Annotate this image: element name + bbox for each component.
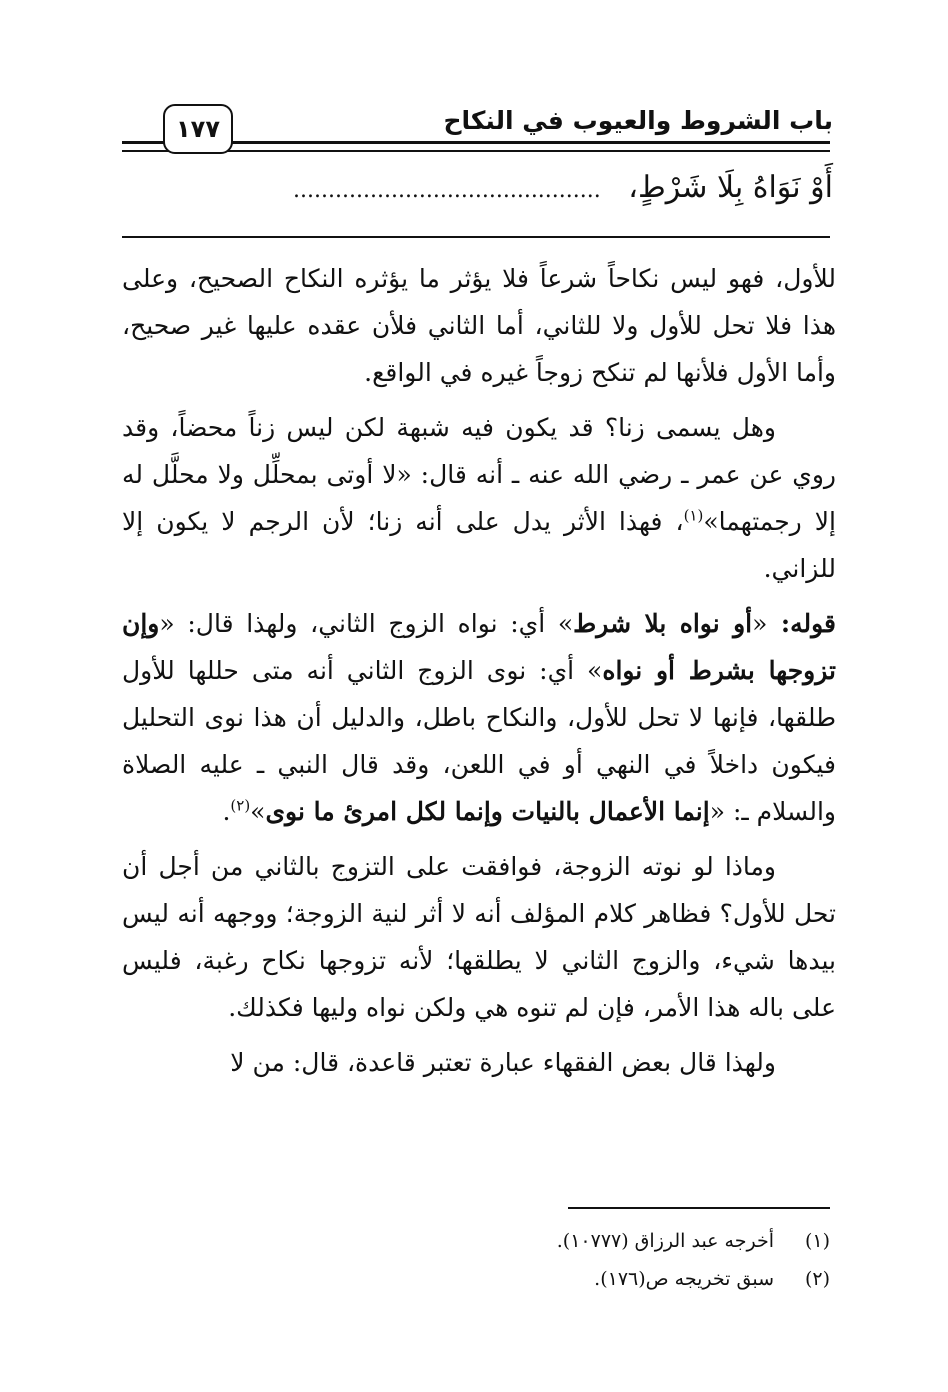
footnote	[122, 1222, 830, 1260]
footnote	[122, 1260, 830, 1298]
matn-line	[293, 170, 833, 205]
paragraph-text: «	[752, 609, 768, 638]
footnote-ref: (١)	[683, 506, 704, 525]
paragraph-text: »	[250, 797, 266, 826]
matn-text: أَوْ نَوَاهُ بِلَا شَرْطٍ،	[628, 170, 833, 205]
footnote-number: (١)	[804, 1230, 830, 1252]
paragraph	[122, 843, 836, 1031]
paragraph	[122, 404, 836, 592]
chapter-title: باب الشروط والعيوب في النكاح	[443, 106, 833, 135]
paragraph	[122, 255, 836, 396]
footnote-text: سبق تخريجه ص(١٧٦).	[594, 1268, 774, 1290]
paragraph-text: .	[222, 797, 231, 826]
commentary-body	[122, 255, 836, 1094]
paragraph	[122, 600, 836, 835]
bold-quote: إنما الأعمال بالنيات وإنما لكل امرئ ما نوى	[265, 797, 710, 826]
footnote-ref: (٢)	[230, 796, 251, 815]
footnote-text: أخرجه عبد الرزاق (١٠٧٧٧).	[556, 1230, 774, 1252]
paragraph	[122, 1039, 836, 1086]
bold-quote: أو نواه بلا شرط	[573, 609, 753, 638]
bold-quote: قوله:	[767, 609, 836, 638]
page-number: ١٧٧	[163, 104, 233, 154]
footnotes	[122, 1222, 830, 1298]
bold-quote: وإن تزوجها بشرط أو نواه	[122, 609, 836, 685]
paragraph-text: ولهذا قال بعض الفقهاء عبارة تعتبر قاعدة، قال: من لا	[230, 1048, 776, 1077]
matn-dots: ............................................	[293, 178, 601, 203]
paragraph-text: » أي: نواه الزوج الثاني، ولهذا قال: «	[159, 609, 574, 638]
footnote-separator	[568, 1207, 830, 1209]
matn-separator	[122, 236, 830, 238]
paragraph-text: وهل يسمى زنا؟ قد يكون فيه شبهة لكن ليس زناً محضاً، وقد روي عن عمر ـ رضي الله عنه ـ أنه قال: «لا أوتى بمحلِّل ولا محلَّل له إلا رجمتهما»	[122, 413, 836, 536]
paragraph-text: وماذا لو نوته الزوجة، فوافقت على التزوج بالثاني من أجل أن تحل للأول؟ فظاهر كلام المؤلف أنه لا أثر لنية الزوجة؛ ووجهه أنه ليس بيدها شيء، والزوج الثاني لا يطلقها؛ لأنه تزوجها نكاح رغبة، فليس على باله هذا الأمر، فإن لم تنوه هي ولكن نواه وليها فكذلك.	[122, 852, 836, 1022]
paragraph-text: للأول، فهو ليس نكاحاً شرعاً فلا يؤثر ما يؤثره النكاح الصحيح، وعلى هذا فلا تحل للأول ولا للثاني، أما الثاني فلأن عقده عليها غير صحيح، وأما الأول فلأنها لم تنكح زوجاً غيره في الواقع.	[122, 264, 836, 387]
paragraph-text: ، فهذا الأثر يدل على أنه زنا؛ لأن الرجم لا يكون إلا للزاني.	[122, 507, 836, 583]
paragraph-text: » أي: نوى الزوج الثاني أنه متى حللها للأول طلقها، فإنها لا تحل للأول، والنكاح باطل، والدليل أن هذا نوى التحليل فيكون داخلاً في النهي أو في اللعن، وقد قال النبي ـ عليه الصلاة والسلام ـ: «	[122, 656, 836, 826]
footnote-number: (٢)	[804, 1268, 830, 1290]
